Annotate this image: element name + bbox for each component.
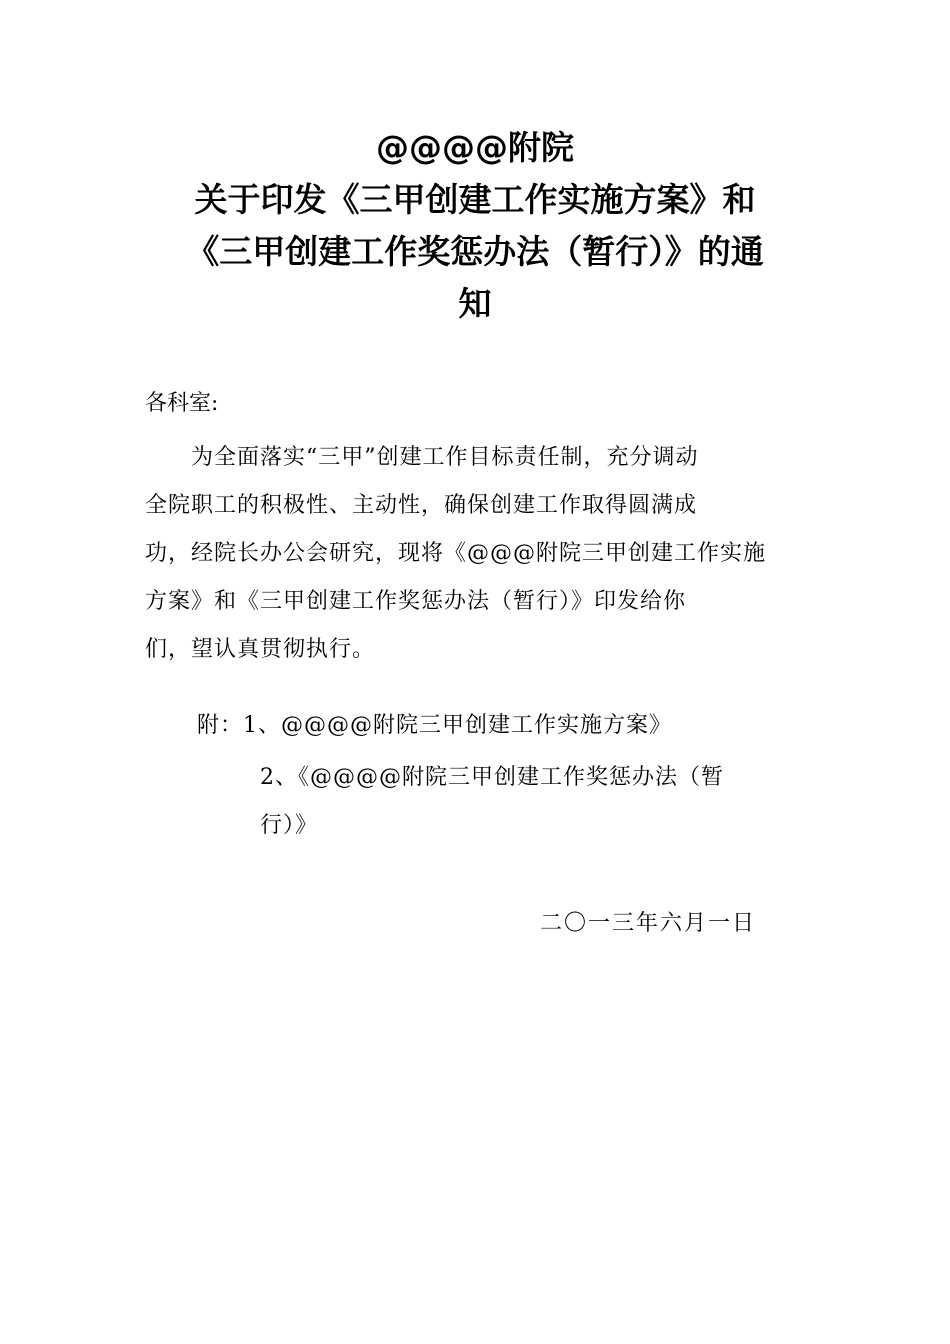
body-line-2: 全院职工的积极性、主动性，确保创建工作取得圆满成 — [145, 493, 698, 518]
body-paragraph — [145, 434, 805, 674]
salutation: 各科室: — [145, 391, 219, 416]
body-line-4: 方案》和《三甲创建工作奖惩办法（暂行）》印发给你 — [145, 589, 687, 614]
document-title — [140, 122, 810, 330]
title-line-3: 《三甲创建工作奖惩办法（暂行）》的通 — [186, 232, 764, 271]
document-date: 二〇一三年六月一日 — [540, 911, 757, 936]
title-line-4: 知 — [458, 284, 492, 323]
body-line-1: 为全面落实“三甲”创建工作目标责任制，充分调动 — [145, 445, 699, 470]
title-line-2: 关于印发《三甲创建工作实施方案》和 — [194, 180, 756, 219]
attachment-item-2-continued: 行）》 — [260, 813, 319, 838]
body-line-5: 们，望认真贯彻执行。 — [145, 637, 376, 662]
title-line-hospital: @@@@附院 — [376, 128, 574, 167]
attachment-item-1: 附：1、@@@@附院三甲创建工作实施方案》 — [197, 713, 672, 738]
body-line-3: 功，经院长办公会研究，现将《@@@附院三甲创建工作实施 — [145, 541, 767, 566]
attachment-item-2: 2、《@@@@附院三甲创建工作奖惩办法（暂 — [260, 765, 724, 790]
